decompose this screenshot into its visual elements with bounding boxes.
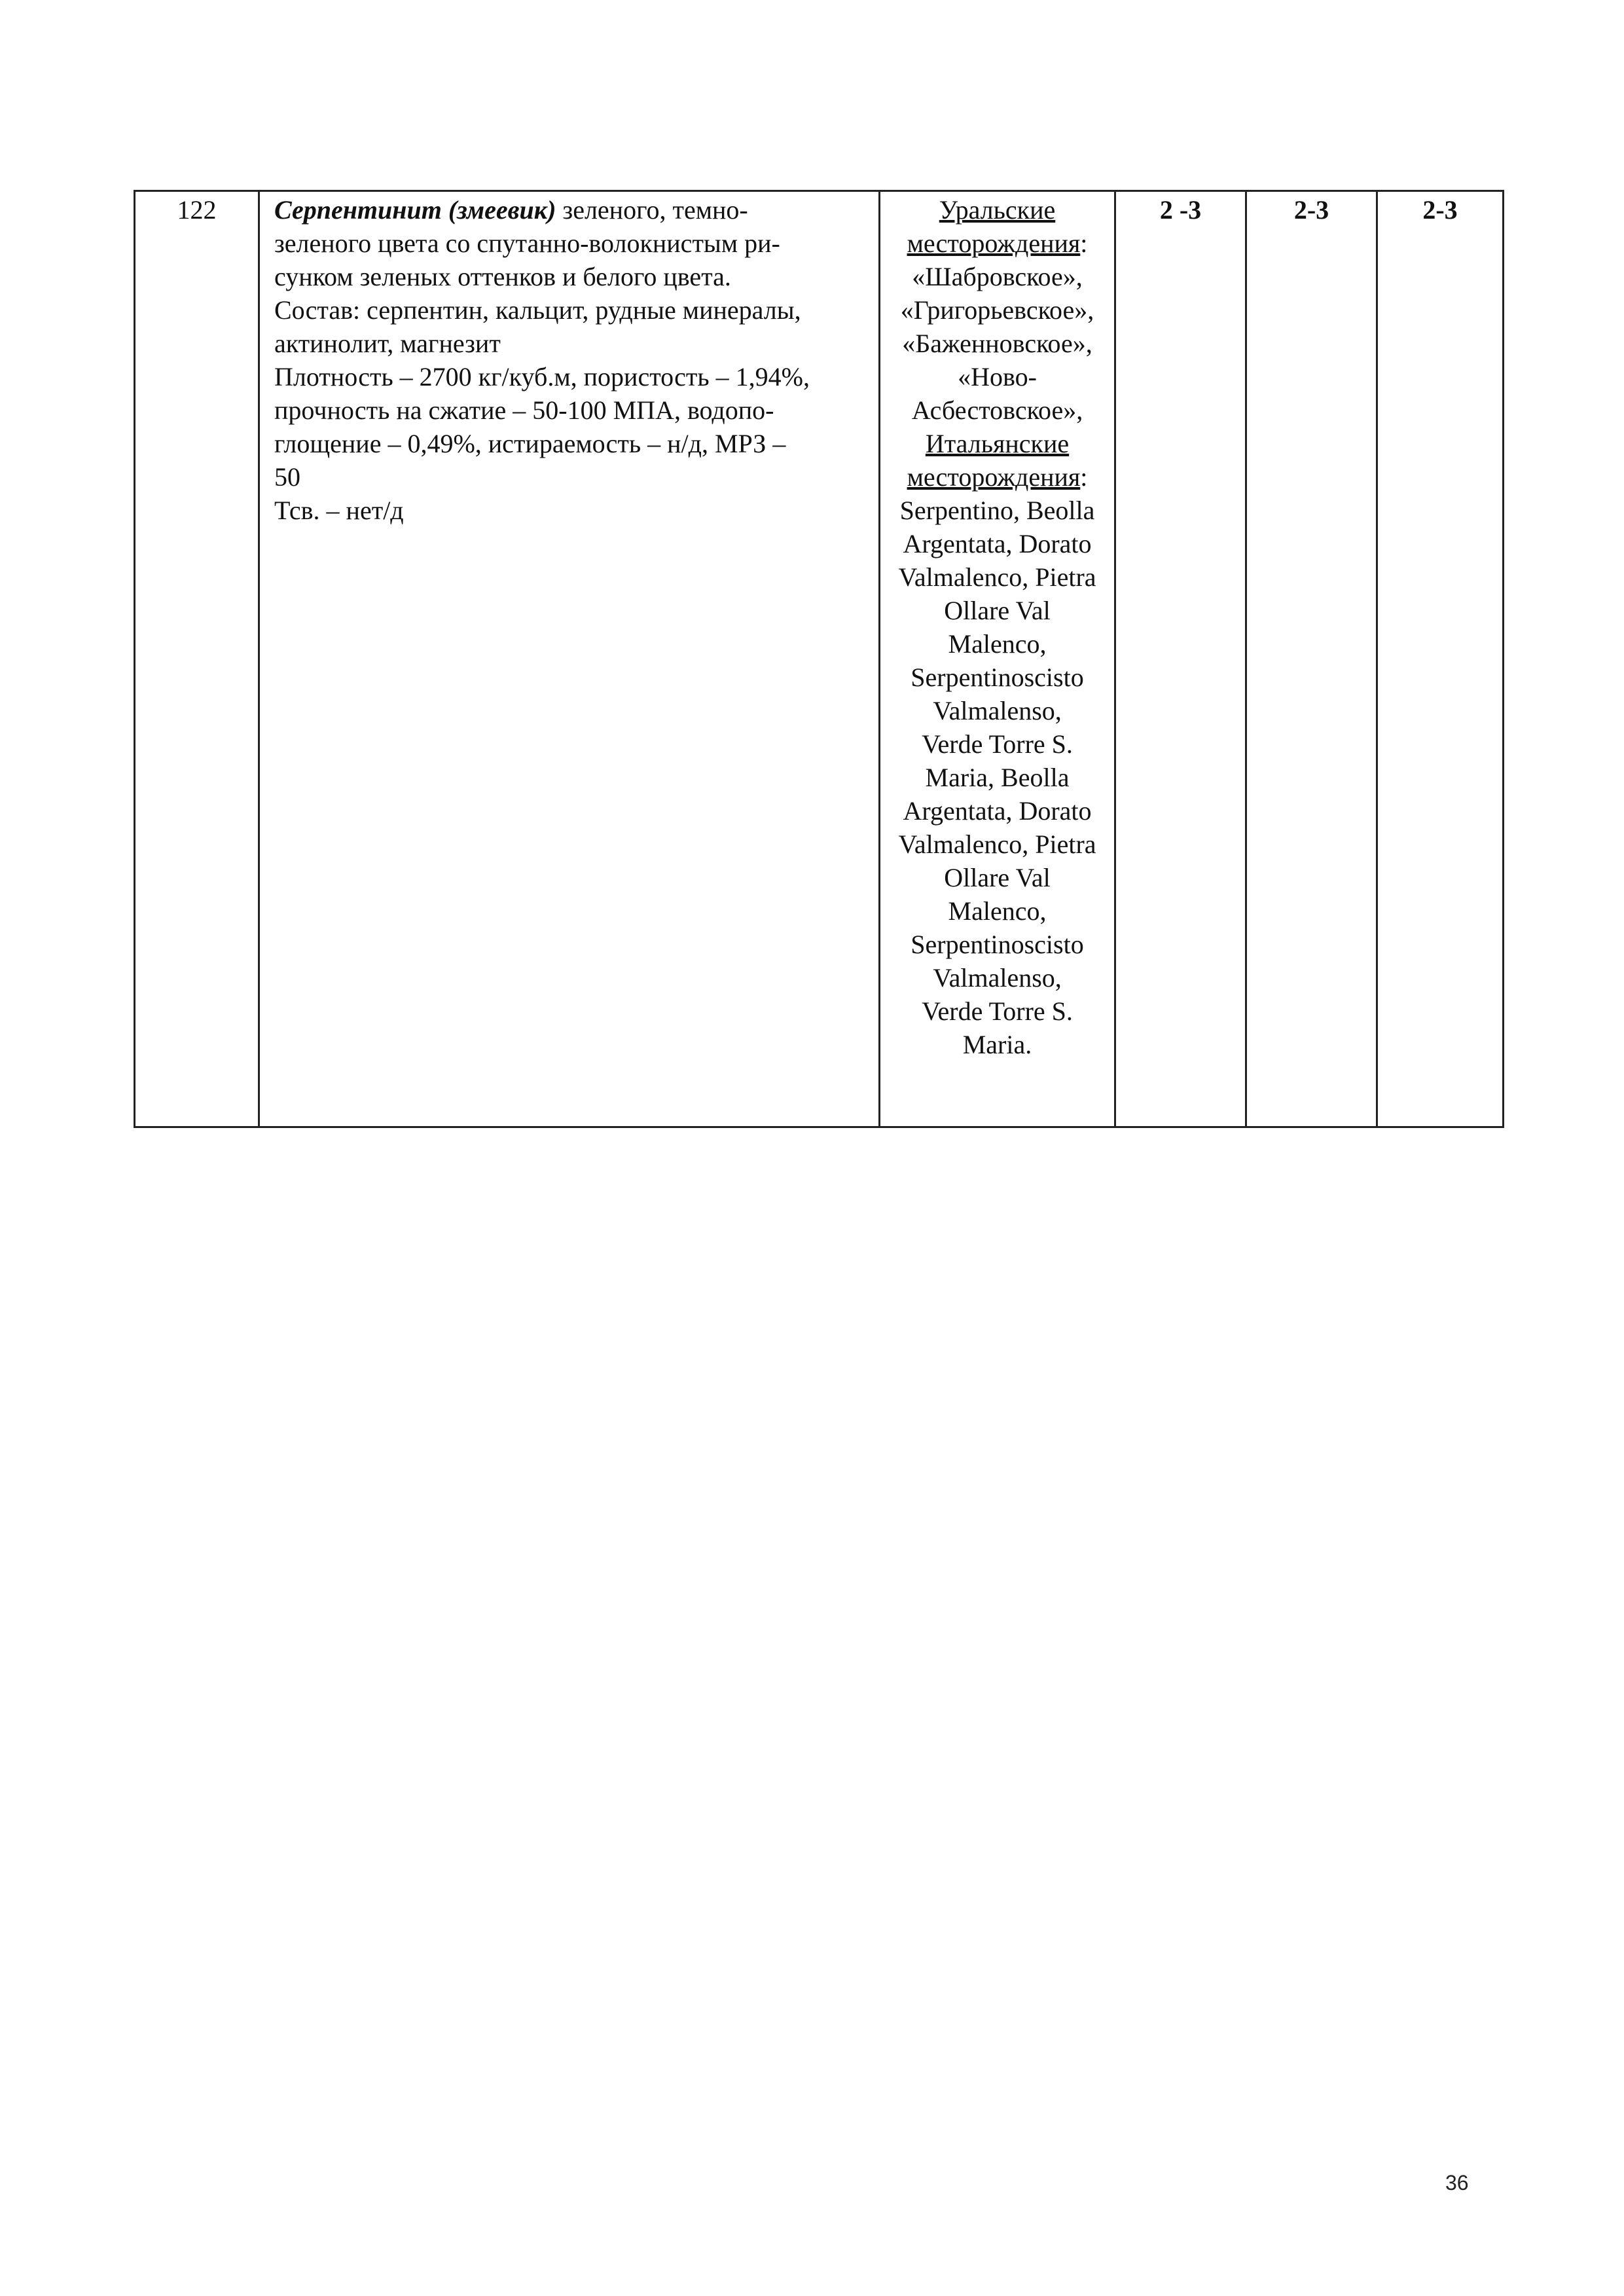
properties-line: прочность на сжатие – 50-100 МПА, водопо- (274, 395, 774, 425)
deposit-line: Argentata, Dorato (903, 529, 1092, 558)
deposit-line: Maria. (962, 1030, 1032, 1059)
grade-cell-3 (1377, 191, 1504, 1127)
deposit-line: Serpentinoscisto (911, 663, 1084, 692)
deposit-line: «Баженновское», (902, 329, 1092, 358)
ural-heading: Уральские (939, 195, 1056, 225)
row-number-cell (135, 191, 259, 1127)
deposit-line: «Григорьевское», (900, 295, 1094, 325)
description-line: зеленого цвета со спутанно-волокнистым ри- (274, 228, 780, 258)
grade-value-2: 2-3 (1293, 195, 1329, 225)
materials-table (134, 190, 1504, 1128)
description-cell (259, 191, 880, 1127)
properties-line: Плотность – 2700 кг/куб.м, пористость – 1,94%, (274, 362, 810, 392)
deposit-line: Асбестовское», (911, 395, 1083, 425)
deposit-line: Argentata, Dorato (903, 796, 1092, 826)
deposit-line: Serpentino, Beolla (899, 496, 1095, 525)
page-number: 36 (1445, 2171, 1469, 2195)
deposit-line: Valmalenco, Pietra (898, 829, 1096, 859)
deposit-line: Malenco, (948, 896, 1047, 926)
stone-name: Серпентинит (змеевик) (274, 195, 556, 225)
ural-heading-2: месторождения: (907, 228, 1088, 258)
deposit-line: Ollare Val (944, 596, 1051, 625)
table-row (135, 191, 1504, 1127)
composition-line: актинолит, магнезит (274, 329, 501, 358)
deposit-line: Valmalenso, (933, 696, 1062, 725)
deposit-line: Malenco, (948, 629, 1047, 659)
grade-value-1: 2 -3 (1159, 195, 1202, 225)
deposit-line: Ollare Val (944, 863, 1051, 892)
deposit-line: Maria, Beolla (925, 763, 1070, 792)
row-number: 122 (177, 195, 217, 225)
deposits-cell (880, 191, 1115, 1127)
description-line-1-rest: зеленого, темно- (556, 195, 748, 225)
properties-line: глощение – 0,49%, истираемость – н/д, МРЗ – (274, 429, 786, 458)
description-line: сунком зеленых оттенков и белого цвета. (274, 262, 731, 291)
deposit-line: «Ново- (958, 362, 1037, 392)
italian-heading: Итальянские (925, 429, 1070, 458)
grade-cell-2 (1246, 191, 1377, 1127)
tsv-line: Тсв. – нет/д (274, 496, 404, 525)
deposit-line: Valmalenco, Pietra (898, 562, 1096, 592)
grade-value-3: 2-3 (1422, 195, 1458, 225)
deposit-line: Verde Torre S. (922, 996, 1073, 1026)
properties-line: 50 (274, 462, 300, 492)
composition-line: Состав: серпентин, кальцит, рудные минералы, (274, 295, 801, 325)
deposit-line: «Шабровское», (912, 262, 1083, 291)
deposit-line: Valmalenso, (933, 963, 1062, 993)
deposit-line: Verde Torre S. (922, 729, 1073, 759)
deposit-line: Serpentinoscisto (911, 930, 1084, 959)
italian-heading-2: месторождения: (907, 462, 1088, 492)
description-first-line (274, 193, 869, 227)
grade-cell-1 (1115, 191, 1246, 1127)
